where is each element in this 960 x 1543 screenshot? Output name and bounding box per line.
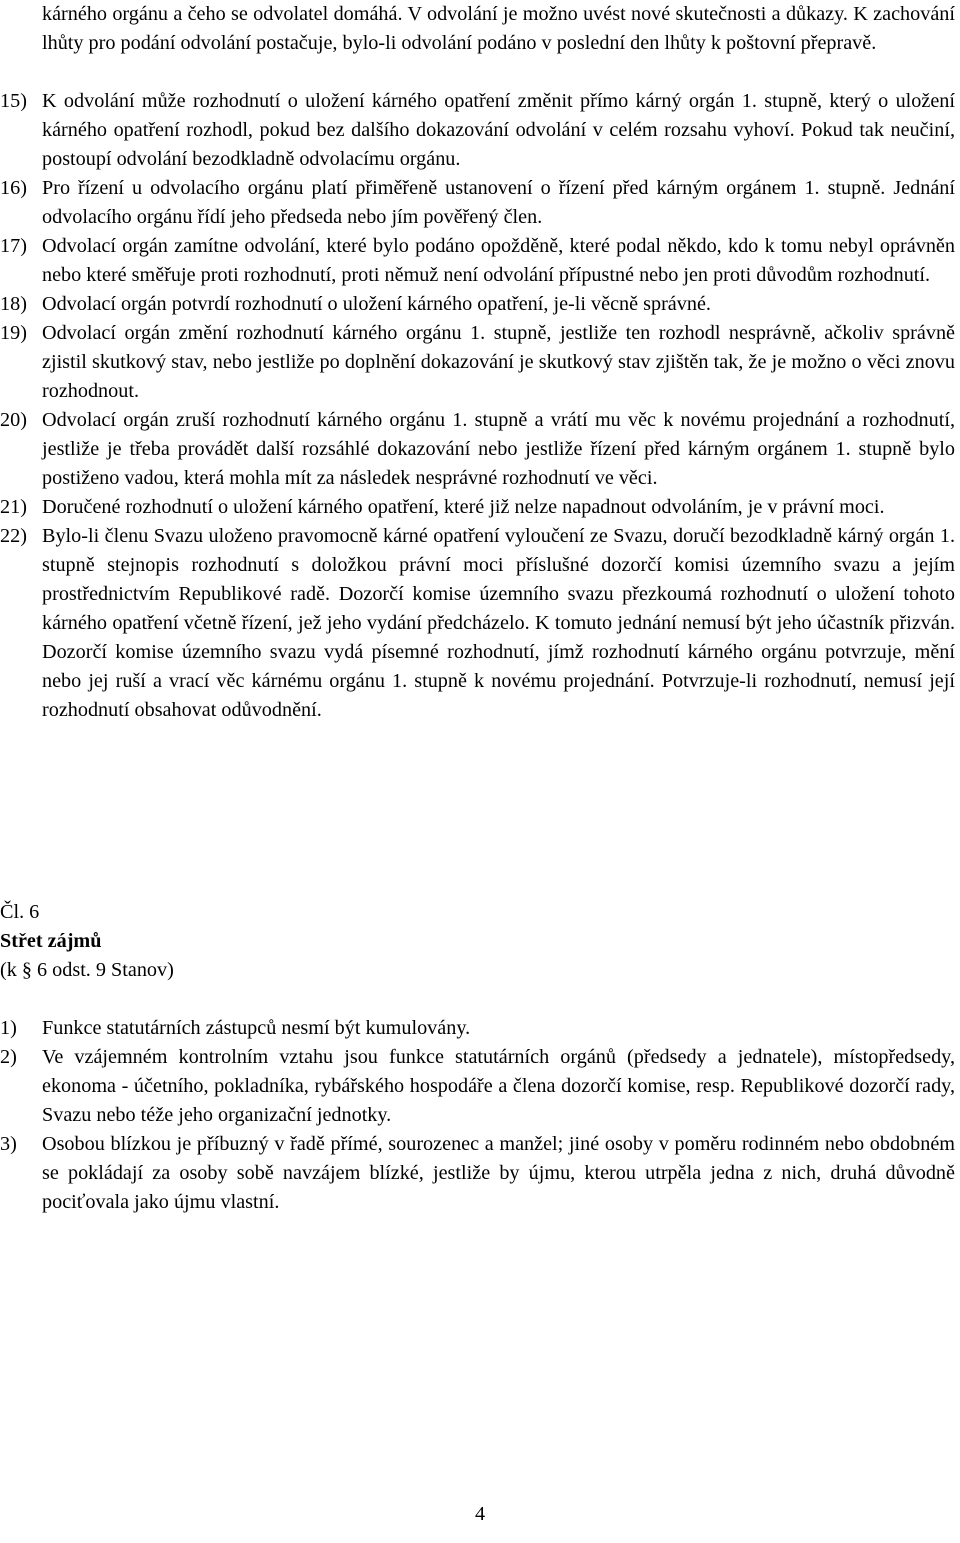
item-number: 16) bbox=[0, 177, 27, 199]
article-reference: (k § 6 odst. 9 Stanov) bbox=[0, 959, 174, 981]
list-item bbox=[0, 1014, 955, 1043]
item-text: Funkce statutárních zástupců nesmí být kumulovány. bbox=[42, 1017, 471, 1039]
item-text: Odvolací orgán zruší rozhodnutí kárného orgánu 1. stupně a vrátí mu věc k novému projednání a rozhodnutí, jestliže je třeba provádět další rozsáhlé dokazování nebo jestliže řízení před kárným orgánem 1. stupně bylo postiženo vadou, která mohla mít za následek nesprávné rozhodnutí ve věci. bbox=[42, 409, 955, 489]
item-text: Bylo-li členu Svazu uloženo pravomocně kárné opatření vyloučení ze Svazu, doručí bezodkladně kárný orgán 1. stupně stejnopis rozhodnutí s doložkou právní moci příslušné dozorčí komisi územního svazu a jejím prostřednictvím Republikové radě. Dozorčí komise územního svazu přezkoumá rozhodnutí o uložení tohoto kárného opatření včetně řízení, jež jeho vydání předcházelo. K tomuto jednání nemusí být jeho účastník přizván. Dozorčí komise územního svazu vydá písemné rozhodnutí, jímž rozhodnutí kárného orgánu potvrzuje, mění nebo jej ruší a vrací věc kárnému orgánu 1. stupně k novému projednání. Potvrzuje-li rozhodnutí, nemusí její rozhodnutí obsahovat odůvodnění. bbox=[42, 525, 955, 721]
item-number: 20) bbox=[0, 409, 27, 431]
continuation-paragraph: kárného orgánu a čeho se odvolatel domáhá. V odvolání je možno uvést nové skutečnosti a důkazy. K zachování lhůty pro podání odvolání postačuje, bylo-li odvolání podáno v poslední den lhůty k poštovní přepravě. bbox=[42, 3, 955, 54]
item-number: 2) bbox=[0, 1046, 17, 1068]
item-text: Pro řízení u odvolacího orgánu platí přiměřeně ustanovení o řízení před kárným orgánem 1. stupně. Jednání odvolacího orgánu řídí jeho předseda nebo jím pověřený člen. bbox=[42, 177, 955, 228]
item-number: 15) bbox=[0, 90, 27, 112]
item-number: 3) bbox=[0, 1133, 17, 1155]
list-item bbox=[0, 406, 955, 493]
list-item bbox=[0, 1130, 955, 1217]
list-item bbox=[0, 87, 955, 174]
item-text: Doručené rozhodnutí o uložení kárného opatření, které již nelze napadnout odvoláním, je v právní moci. bbox=[42, 496, 885, 518]
item-text: Odvolací orgán zamítne odvolání, které bylo podáno opožděně, které podal někdo, kdo k tomu nebyl oprávněn nebo které směřuje proti rozhodnutí, proti němuž není odvolání přípustné nebo jen proti důvodům rozhodnutí. bbox=[42, 235, 955, 286]
list-item bbox=[0, 1043, 955, 1130]
list-item bbox=[0, 290, 955, 319]
article-heading bbox=[0, 898, 600, 985]
item-text: Ve vzájemném kontrolním vztahu jsou funkce statutárních orgánů (předsedy a jednatele), místopředsedy, ekonoma - účetního, pokladníka, rybářského hospodáře a člena dozorčí komise, resp. Republikové dozorčí rady, Svazu nebo téže jeho organizační jednotky. bbox=[42, 1046, 955, 1126]
list-item bbox=[0, 493, 955, 522]
page-number: 4 bbox=[474, 1503, 486, 1525]
item-text: Odvolací orgán potvrdí rozhodnutí o uložení kárného opatření, je-li věcně správné. bbox=[42, 293, 711, 315]
item-number: 18) bbox=[0, 293, 27, 315]
article-number: Čl. 6 bbox=[0, 901, 40, 923]
item-text: K odvolání může rozhodnutí o uložení kárného opatření změnit přímo kárný orgán 1. stupně, který o uložení kárného opatření rozhodl, pokud bez dalšího dokazování odvolání v celém rozsahu vyhoví. Pokud tak neučiní, postoupí odvolání bezodkladně odvolacímu orgánu. bbox=[42, 90, 955, 170]
appeal-rules-list bbox=[0, 87, 955, 725]
conflict-of-interest-list bbox=[0, 1014, 955, 1217]
article-title: Střet zájmů bbox=[0, 930, 102, 952]
item-number: 17) bbox=[0, 235, 27, 257]
item-text: Osobou blízkou je příbuzný v řadě přímé, sourozenec a manžel; jiné osoby v poměru rodinném nebo obdobném se pokládají za osoby sobě navzájem blízké, jestliže by újmu, kterou utrpěla jedna z nich, druhá důvodně pociťovala jako újmu vlastní. bbox=[42, 1133, 955, 1213]
list-item bbox=[0, 522, 955, 725]
list-item bbox=[0, 232, 955, 290]
item-number: 1) bbox=[0, 1017, 17, 1039]
item-number: 19) bbox=[0, 322, 27, 344]
item-number: 21) bbox=[0, 496, 27, 518]
item-text: Odvolací orgán změní rozhodnutí kárného orgánu 1. stupně, jestliže ten rozhodl nesprávně, ačkoliv správně zjistil skutkový stav, nebo jestliže po doplnění dokazování je skutkový stav zjištěn tak, že je možno o věci znovu rozhodnout. bbox=[42, 322, 955, 402]
list-item bbox=[0, 319, 955, 406]
list-item bbox=[0, 174, 955, 232]
item-number: 22) bbox=[0, 525, 27, 547]
